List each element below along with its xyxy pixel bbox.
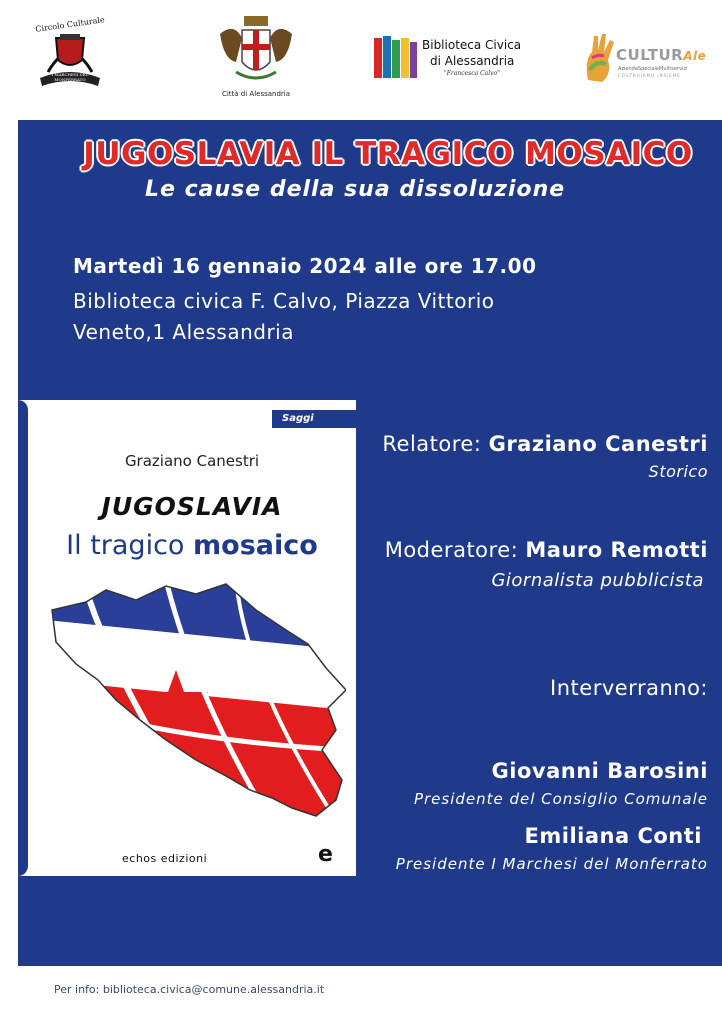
circolo-logo-caption: Circolo Culturale bbox=[34, 15, 106, 34]
relatore-name: Graziano Canestri bbox=[488, 432, 708, 456]
moderatore-role: Giornalista pubblicista bbox=[491, 570, 704, 591]
book-title-line2-b: mosaico bbox=[193, 530, 318, 561]
guest-role: Presidente I Marchesi del Monferrato bbox=[395, 855, 708, 873]
book-title-line2 bbox=[18, 530, 356, 561]
book-publisher: echos edizioni bbox=[122, 852, 208, 865]
city-crest-icon bbox=[214, 14, 298, 88]
colorful-hand-icon bbox=[582, 30, 616, 84]
moderatore-label: Moderatore: bbox=[384, 538, 526, 562]
yugoslavia-flag-map-icon bbox=[46, 580, 346, 830]
relatore-line bbox=[382, 432, 708, 456]
guest-name: Giovanni Barosini bbox=[491, 759, 708, 783]
culturale-sub2: COSTRUIAMO INSIEME bbox=[618, 73, 681, 78]
guest-name: Emiliana Conti bbox=[524, 824, 702, 848]
relatore-role: Storico bbox=[648, 462, 708, 481]
circolo-logo-band: I MARCHESI DEL MONFERRATO bbox=[51, 72, 89, 82]
publisher-logo-icon: e bbox=[318, 842, 333, 867]
moderatore-line bbox=[385, 538, 708, 562]
event-venue: Biblioteca civica F. Calvo, Piazza Vittorio Veneto,1 Alessandria bbox=[73, 289, 495, 344]
culturale-word-main: CULTUR bbox=[616, 46, 684, 64]
coat-of-arms-icon bbox=[22, 14, 118, 96]
moderatore-name: Mauro Remotti bbox=[525, 538, 708, 562]
culturale-word bbox=[616, 46, 706, 64]
book-title-line2-a: Il tragico bbox=[66, 530, 194, 561]
books-icon bbox=[374, 36, 418, 78]
culturale-logo bbox=[582, 30, 707, 86]
footer-info: Per info: biblioteca.civica@comune.alessandria.it bbox=[54, 983, 325, 996]
citta-alessandria-logo bbox=[214, 14, 298, 104]
biblioteca-line3: "Francesca Calvo" bbox=[444, 70, 500, 77]
event-title: JUGOSLAVIA IL TRAGICO MOSAICO bbox=[83, 136, 693, 172]
book-author: Graziano Canestri bbox=[124, 452, 260, 470]
biblioteca-line2: di Alessandria bbox=[430, 54, 515, 68]
event-subtitle: Le cause della sua dissoluzione bbox=[145, 177, 566, 202]
biblioteca-civica-logo bbox=[374, 36, 534, 82]
biblioteca-line1: Biblioteca Civica bbox=[422, 38, 522, 52]
event-date: Martedì 16 gennaio 2024 alle ore 17.00 bbox=[73, 254, 537, 278]
culturale-word-suffix: Ale bbox=[683, 49, 707, 63]
citta-logo-caption: Città di Alessandria bbox=[221, 90, 291, 98]
guest-role: Presidente del Consiglio Comunale bbox=[413, 790, 708, 808]
circolo-culturale-logo bbox=[22, 14, 118, 96]
culturale-sub1: AziendaSpecialeMultiservizi bbox=[618, 66, 688, 72]
relatore-label: Relatore: bbox=[382, 432, 489, 456]
book-spine bbox=[18, 400, 28, 876]
interverranno-label: Interverranno: bbox=[550, 676, 708, 700]
book-title-line1: JUGOSLAVIA bbox=[101, 492, 283, 521]
book-cover bbox=[18, 400, 356, 876]
book-series-tab: Saggi bbox=[272, 410, 356, 428]
